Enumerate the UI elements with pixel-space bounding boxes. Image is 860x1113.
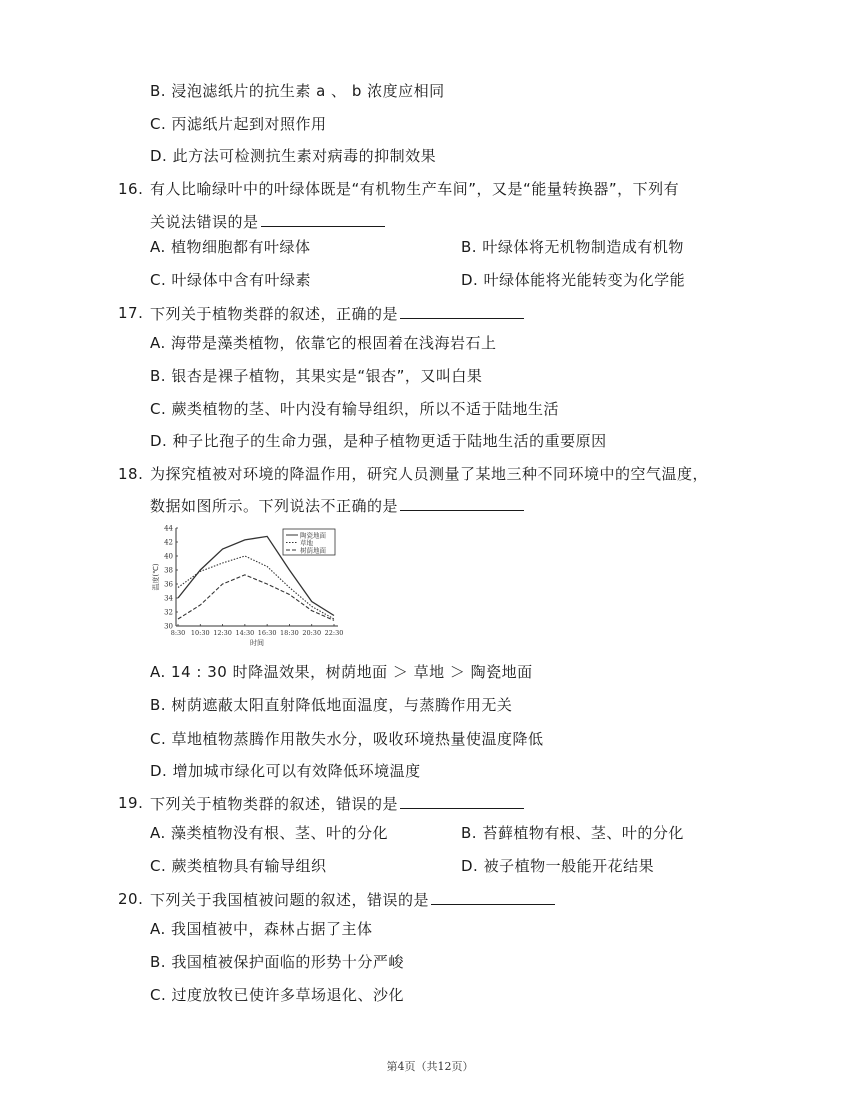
q20-option-c: C. 过度放牧已使许多草场退化、沙化 xyxy=(150,986,405,1004)
q18-stem-line1: 为探究植被对环境的降温作用，研究人员测量了某地三种不同环境中的空气温度， xyxy=(150,465,709,483)
y-tick-label: 30 xyxy=(164,622,173,631)
y-tick-label: 38 xyxy=(164,566,173,575)
x-tick-label: 18:30 xyxy=(280,629,299,637)
answer-blank xyxy=(261,211,385,227)
q19-option-c: C. 蕨类植物具有输导组织 xyxy=(150,857,327,875)
q20-option-b: B. 我国植被保护面临的形势十分严峻 xyxy=(150,953,404,971)
q16-option-a: A. 植物细胞都有叶绿体 xyxy=(150,238,311,256)
y-tick-label: 36 xyxy=(164,580,173,589)
q18-option-a: A. 14 : 30 时降温效果，树荫地面 ＞ 草地 ＞ 陶瓷地面 xyxy=(150,663,533,681)
q17-option-a: A. 海带是藻类植物，依靠它的根固着在浅海岩石上 xyxy=(150,334,497,352)
q19-option-b: B. 苔藓植物有根、茎、叶的分化 xyxy=(461,824,684,842)
x-tick-label: 10:30 xyxy=(190,629,210,637)
q16-option-d: D. 叶绿体能将光能转变为化学能 xyxy=(461,271,686,289)
y-tick-label: 40 xyxy=(164,552,173,561)
series-line-dotted xyxy=(178,556,334,619)
x-tick-label: 12:30 xyxy=(213,629,232,637)
q15-option-b: B. 浸泡滤纸片的抗生素 a 、 b 浓度应相同 xyxy=(150,82,445,100)
page-footer: 第4页（共12页） xyxy=(386,1060,474,1073)
q20-number: 20. xyxy=(118,890,144,908)
y-tick-label: 32 xyxy=(164,608,173,617)
q19-option-d: D. 被子植物一般能开花结果 xyxy=(461,857,655,875)
x-tick-label: 14:30 xyxy=(235,629,255,637)
x-tick-label: 20:30 xyxy=(302,629,322,637)
x-tick-label: 22:30 xyxy=(324,629,344,637)
q20-stem: 下列关于我国植被问题的叙述，错误的是 xyxy=(150,889,555,910)
legend-label: 树荫地面 xyxy=(300,546,326,555)
answer-blank xyxy=(431,889,555,905)
q15-option-c: C. 丙滤纸片起到对照作用 xyxy=(150,115,327,133)
q19-number: 19. xyxy=(118,794,144,812)
q19-option-a: A. 藻类植物没有根、茎、叶的分化 xyxy=(150,824,389,842)
q19-stem: 下列关于植物类群的叙述，错误的是 xyxy=(150,793,524,814)
q17-option-c: C. 蕨类植物的茎、叶内没有输导组织，所以不适于陆地生活 xyxy=(150,400,560,418)
legend-label: 草地 xyxy=(300,538,313,547)
y-tick-label: 34 xyxy=(164,594,173,603)
q17-option-b: B. 银杏是裸子植物，其果实是“银杏”，又叫白果 xyxy=(150,367,483,385)
answer-blank xyxy=(400,303,524,319)
q18-option-d: D. 增加城市绿化可以有效降低环境温度 xyxy=(150,762,421,780)
y-tick-label: 44 xyxy=(164,524,173,533)
legend-label: 陶瓷地面 xyxy=(300,531,326,540)
y-axis-label: 温度(℃) xyxy=(152,563,160,591)
x-axis-label: 时间 xyxy=(250,639,264,647)
answer-blank xyxy=(400,793,524,809)
series-line-dashed xyxy=(178,575,334,621)
q20-option-a: A. 我国植被中，森林占据了主体 xyxy=(150,920,373,938)
q18-option-c: C. 草地植物蒸腾作用散失水分，吸收环境热量使温度降低 xyxy=(150,730,544,748)
q16-option-c: C. 叶绿体中含有叶绿素 xyxy=(150,271,312,289)
q16-stem-line2: 关说法错误的是 xyxy=(150,211,385,232)
q17-option-d: D. 种子比孢子的生命力强，是种子植物更适于陆地生活的重要原因 xyxy=(150,432,607,450)
q16-stem-line1: 有人比喻绿叶中的叶绿体既是“有机物生产车间”，又是“能量转换器”，下列有 xyxy=(150,180,680,198)
x-tick-label: 8:30 xyxy=(170,629,186,637)
q17-stem: 下列关于植物类群的叙述，正确的是 xyxy=(150,303,524,324)
y-tick-label: 42 xyxy=(164,538,173,547)
q18-option-b: B. 树荫遮蔽太阳直射降低地面温度，与蒸腾作用无关 xyxy=(150,696,513,714)
q16-number: 16. xyxy=(118,180,144,198)
q17-number: 17. xyxy=(118,304,144,322)
q16-option-b: B. 叶绿体将无机物制造成有机物 xyxy=(461,238,684,256)
temperature-line-chart xyxy=(150,520,350,650)
q18-stem-line2: 数据如图所示。下列说法不正确的是 xyxy=(150,495,524,516)
x-tick-label: 16:30 xyxy=(257,629,277,637)
q18-number: 18. xyxy=(118,465,144,483)
q15-option-d: D. 此方法可检测抗生素对病毒的抑制效果 xyxy=(150,147,437,165)
answer-blank xyxy=(400,495,524,511)
